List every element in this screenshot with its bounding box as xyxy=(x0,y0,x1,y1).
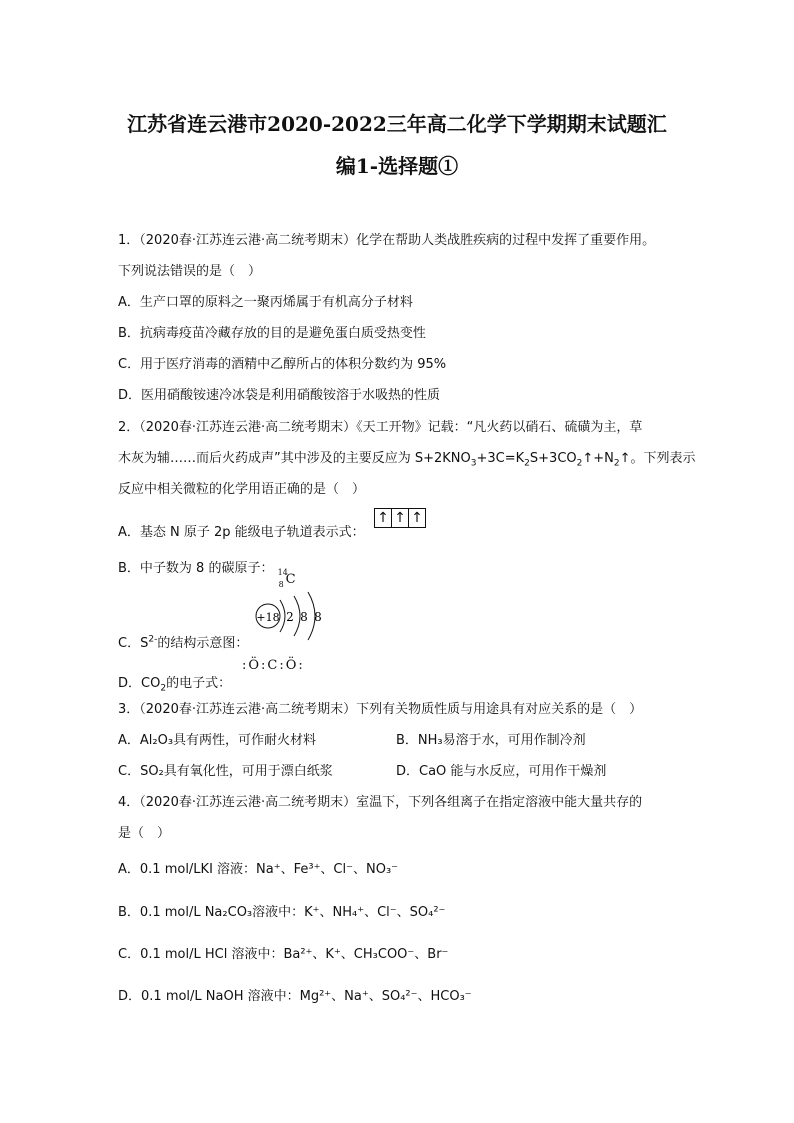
q4-option-c: C．0.1 mol/L HCl 溶液中：Ba²⁺、K⁺、CH₃COO⁻、Br⁻ xyxy=(118,947,449,962)
q2-stem-line-1: 2．（2020春·江苏连云港·高二统考期末）《天工开物》记载：“凡火药以硝石、硫磺为主，草 xyxy=(118,420,643,435)
q1-option-b: B．抗病毒疫苗冷藏存放的目的是避免蛋白质受热变性 xyxy=(118,326,426,341)
q1-option-c: C．用于医疗消毒的酒精中乙醇所占的体积分数约为 95% xyxy=(118,357,447,372)
q2-stem-line-3: 反应中相关微粒的化学用语正确的是（ ） xyxy=(118,482,366,497)
shell-3-electrons: 8 xyxy=(314,610,322,624)
q3-option-a: A．Al₂O₃具有两性，可作耐火材料 xyxy=(118,733,317,748)
q3-option-b: B．NH₃易溶于水，可用作制冷剂 xyxy=(396,733,586,748)
q4-option-b: B．0.1 mol/L Na₂CO₃溶液中：K⁺、NH₄⁺、Cl⁻、SO₄²⁻ xyxy=(118,905,446,920)
atomic-structure-diagram xyxy=(250,586,330,646)
q2-option-c: C．$S^{2-}$的结构示意图： xyxy=(118,634,249,651)
title-line-2: 编1-选择题① xyxy=(335,154,459,178)
shell-2-electrons: 8 xyxy=(300,610,308,624)
orbital-box-2: ↑ xyxy=(392,509,409,527)
nucleus-label: +18 xyxy=(256,611,280,624)
q2-option-a: A．基态 N 原子 2p 能级电子轨道表示式： xyxy=(118,525,365,540)
q1-stem-line-1: 1．（2020春·江苏连云港·高二统考期末）化学在帮助人类战胜疾病的过程中发挥了重要作用。 xyxy=(118,233,656,248)
q4-stem-line-1: 4．（2020春·江苏连云港·高二统考期末）室温下，下列各组离子在指定溶液中能大量共存的 xyxy=(118,795,643,810)
q3-option-d: D．CaO 能与水反应，可用作干燥剂 xyxy=(396,764,607,779)
q1-stem-line-2: 下列说法错误的是（ ） xyxy=(118,264,262,279)
shell-1-electrons: 2 xyxy=(286,610,294,624)
q2-stem-line-2: 木灰为辅……而后火药成声”其中涉及的主要反应为 $S+2KNO_3+3C=K_2S+3CO_2↑+N_2↑$。下列表示 xyxy=(118,451,696,469)
q3-stem: 3．（2020春·江苏连云港·高二统考期末）下列有关物质性质与用途具有对应关系的是（ ） xyxy=(118,702,643,717)
q4-stem-line-2: 是（ ） xyxy=(118,826,171,841)
orbital-box-3: ↑ xyxy=(411,510,423,526)
q2-option-b: B．中子数为 8 的碳原子： 14 8 C xyxy=(118,561,296,589)
q2-option-d: D．$CO_2$的电子式： xyxy=(118,676,232,694)
q1-option-d: D．医用硝酸铵速冷冰袋是利用硝酸铵溶于水吸热的性质 xyxy=(118,388,441,403)
orbital-box-1: ↑ xyxy=(375,509,392,527)
q4-option-a: A．0.1 mol/LKI 溶液：Na⁺、Fe³⁺、Cl⁻、NO₃⁻ xyxy=(118,862,399,877)
q3-option-c: C．SO₂具有氧化性，可用于漂白纸浆 xyxy=(118,764,333,779)
orbital-diagram xyxy=(374,508,426,528)
q1-option-a: A．生产口罩的原料之一聚丙烯属于有机高分子材料 xyxy=(118,295,413,310)
shell-arc-1 xyxy=(280,600,285,632)
co2-electron-formula: :Ö:C:Ö: xyxy=(242,658,305,673)
title-line-1: 江苏省连云港市2020-2022三年高二化学下学期期末试题汇 xyxy=(127,112,667,136)
q4-option-d: D．0.1 mol/L NaOH 溶液中：Mg²⁺、Na⁺、SO₄²⁻、HCO₃⁻ xyxy=(118,989,472,1004)
shell-arc-2 xyxy=(294,596,300,636)
